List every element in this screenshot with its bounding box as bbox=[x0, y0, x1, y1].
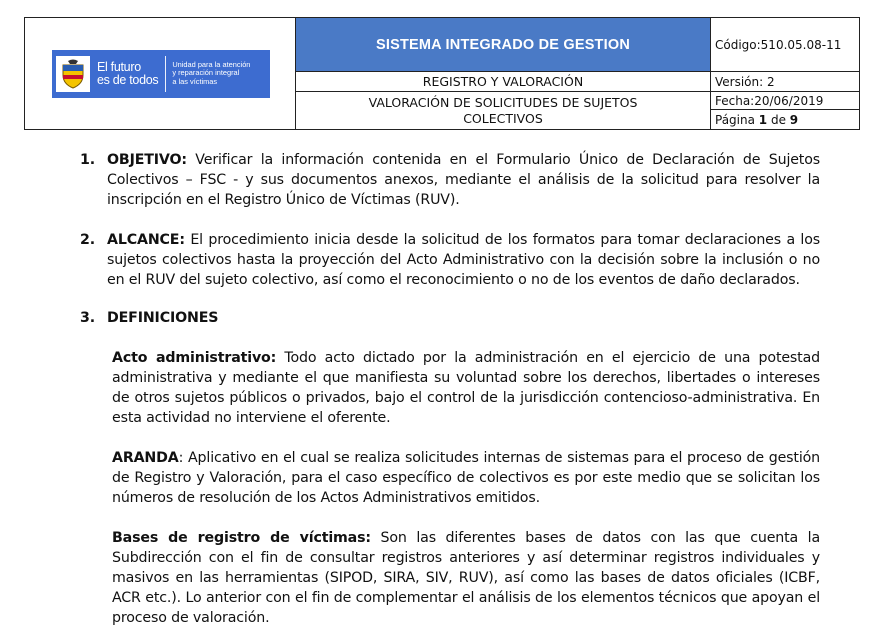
section-heading: OBJETIVO: bbox=[107, 152, 187, 168]
section-text: Verificar la información contenida en el Formulario Único de Declaración de Sujetos Colectivos – FSC - y sus documentos anexos, mediante el análisis de la solicitud para resolver la inscripción en el Registro Único de Víctimas (RUV). bbox=[107, 152, 820, 208]
document-version: Versión: 2 bbox=[711, 72, 860, 92]
procedure-name: VALORACIÓN DE SOLICITUDES DE SUJETOS COLECTIVOS bbox=[296, 92, 711, 130]
definition-term: Bases de registro de víctimas: bbox=[112, 530, 371, 546]
definition-term: Acto administrativo: bbox=[112, 350, 277, 366]
definition-item bbox=[112, 348, 820, 428]
section-text: El procedimiento inicia desde la solicitud de los formatos para tomar declaraciones a los sujetos colectivos hasta la proyección del Acto Administrativo con la decisión sobre la inclusión o no en el RUV del sujeto colectivo, así como el reconocimiento o no de los eventos de daño declarados. bbox=[107, 232, 820, 288]
process-name: REGISTRO Y VALORACIÓN bbox=[296, 72, 711, 92]
definition-term: ARANDA bbox=[112, 450, 179, 466]
document-date: Fecha:20/06/2019 bbox=[711, 92, 860, 110]
section-number: 3. bbox=[80, 310, 95, 326]
section-alcance bbox=[80, 230, 820, 290]
section-definiciones bbox=[80, 308, 820, 328]
document-body bbox=[80, 150, 820, 628]
coat-of-arms-icon bbox=[56, 56, 90, 92]
definition-text: : Aplicativo en el cual se realiza solicitudes internas de sistemas para el proceso de gestión de Registro y Valoración, para el caso específico de colectivos es por este medio que se solicitan los números de resolución de los Actos Administrativos emitidos. bbox=[112, 450, 820, 506]
definitions-list bbox=[112, 348, 820, 628]
section-heading: ALCANCE: bbox=[107, 232, 185, 248]
document-code: Código:510.05.08-11 bbox=[711, 18, 860, 72]
definition-item bbox=[112, 528, 820, 628]
institution-logo bbox=[52, 50, 270, 98]
section-number: 1. bbox=[80, 152, 95, 168]
definition-text: Todo acto dictado por la administración en el ejercicio de una potestad administrativa y mediante el que manifiesta su voluntad sobre los derechos, libertades o intereses de otros sujetos públicos o privados, bajo el control de la jurisdicción contencioso-administrativa. En esta actividad no interviene el oferente. bbox=[112, 350, 820, 426]
logo-divider bbox=[165, 56, 166, 92]
logo-unit-name: Unidad para la atención y reparación integral a las víctimas bbox=[172, 59, 251, 86]
logo-cell bbox=[25, 18, 296, 130]
page-number: Página 1 de 9 bbox=[711, 110, 860, 130]
section-heading: DEFINICIONES bbox=[107, 310, 219, 326]
definition-text: Son las diferentes bases de datos con las que cuenta la Subdirección con el fin de consultar registros anteriores y así determinar registros individuales y masivos en las herramientas (SIPOD, SIRA, SIV, RUV), así como las bases de datos oficiales (ICBF, ACR etc.). Lo anterior con el fin de complementar el análisis de los elementos técnicos que apoyan el proceso de valoración. bbox=[112, 530, 821, 626]
section-objetivo bbox=[80, 150, 820, 210]
logo-tagline: El futuro es de todos bbox=[97, 59, 159, 87]
section-number: 2. bbox=[80, 232, 95, 248]
system-title: SISTEMA INTEGRADO DE GESTION bbox=[296, 18, 711, 72]
document-header bbox=[24, 17, 860, 130]
definition-item bbox=[112, 448, 820, 508]
